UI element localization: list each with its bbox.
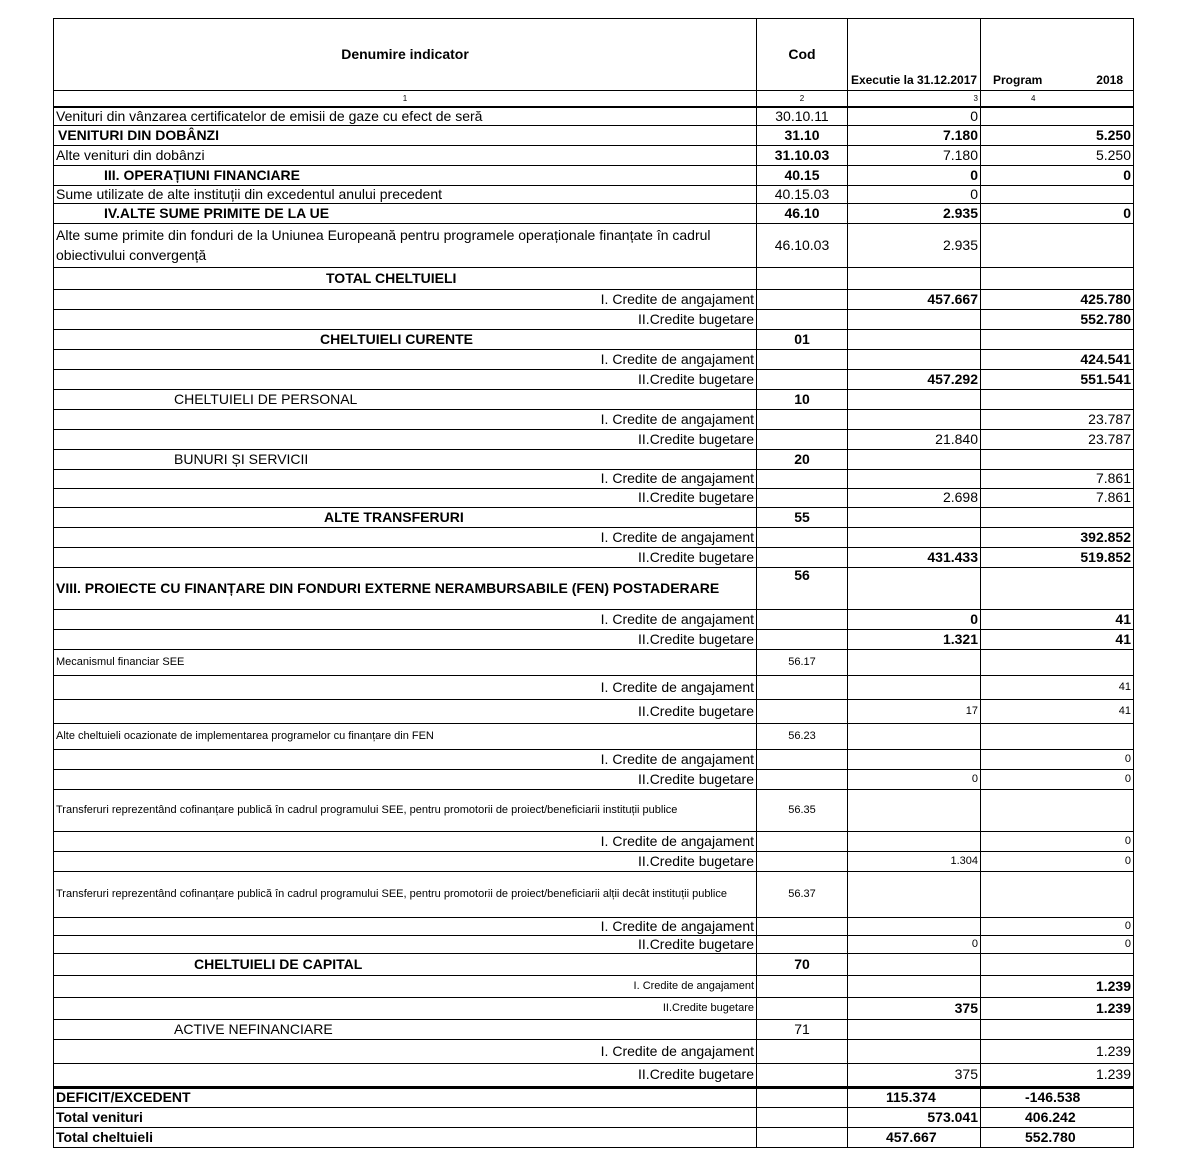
header-executie: Executie la 31.12.2017 [848, 19, 981, 91]
executie-cell [848, 409, 981, 429]
executie-cell: 2.698 [848, 488, 981, 507]
program-cell: 0 [981, 749, 1134, 769]
cod-cell [757, 749, 848, 769]
table-row [54, 429, 1134, 449]
indicator-cell: II.Credite bugetare [54, 429, 757, 449]
indicator-cell: Mecanismul financiar SEE [54, 649, 757, 675]
cod-cell [757, 309, 848, 329]
executie-cell [848, 723, 981, 749]
indicator-cell: I. Credite de angajament [54, 675, 757, 699]
executie-cell: 0 [848, 609, 981, 629]
table-row [54, 1087, 1134, 1107]
table-row [54, 997, 1134, 1019]
indicator-cell: TOTAL CHELTUIELI [54, 267, 757, 289]
header-indicator: Denumire indicator [54, 19, 757, 91]
cod-cell [757, 769, 848, 789]
table-row [54, 389, 1134, 409]
program-cell: 41 [981, 629, 1134, 649]
budget-table [53, 18, 1134, 1148]
executie-cell: 457.292 [848, 369, 981, 389]
program-cell: 551.541 [981, 369, 1134, 389]
executie-cell: 7.180 [848, 125, 981, 145]
table-row [54, 449, 1134, 469]
cod-cell [757, 547, 848, 567]
cod-cell [757, 997, 848, 1019]
table-row [54, 145, 1134, 165]
indicator-cell: IV.ALTE SUME PRIMITE DE LA UE [54, 203, 757, 223]
table-row [54, 769, 1134, 789]
table-row [54, 953, 1134, 975]
table-row [54, 369, 1134, 389]
table-row [54, 165, 1134, 185]
cod-cell: 70 [757, 953, 848, 975]
cod-cell [757, 469, 848, 488]
executie-cell: 0 [848, 935, 981, 953]
table-row [54, 1127, 1134, 1147]
indicator-cell: Alte sume primite din fonduri de la Uniunea Europeană pentru programele operaționale finanțate în cadrul obiectivului convergență [54, 223, 757, 267]
executie-cell [848, 789, 981, 831]
table-row [54, 871, 1134, 917]
table-row [54, 675, 1134, 699]
cod-cell: 40.15.03 [757, 185, 848, 203]
program-cell: 1.239 [981, 1039, 1134, 1063]
indicator-cell: Alte cheltuieli ocazionate de implementarea programelor cu finanțare din FEN [54, 723, 757, 749]
table-row [54, 1063, 1134, 1087]
executie-cell [848, 975, 981, 997]
indicator-cell: Alte venituri din dobânzi [54, 145, 757, 165]
program-cell [981, 223, 1134, 267]
program-cell: -146.538 [981, 1087, 1134, 1107]
program-cell: 5.250 [981, 125, 1134, 145]
cod-cell [757, 1063, 848, 1087]
executie-cell: 375 [848, 997, 981, 1019]
program-cell [981, 185, 1134, 203]
cod-cell [757, 488, 848, 507]
cod-cell: 40.15 [757, 165, 848, 185]
executie-cell [848, 507, 981, 527]
program-cell: 0 [981, 769, 1134, 789]
cod-cell [757, 629, 848, 649]
indicator-cell: I. Credite de angajament [54, 749, 757, 769]
indicator-cell: CHELTUIELI CURENTE [54, 329, 757, 349]
program-cell: 41 [981, 675, 1134, 699]
program-cell: 552.780 [981, 309, 1134, 329]
cod-cell: 56 [757, 567, 848, 609]
table-row [54, 107, 1134, 125]
indicator-cell: II.Credite bugetare [54, 1063, 757, 1087]
indicator-cell: Transferuri reprezentând cofinanțare publică în cadrul programului SEE, pentru promotorii de proiect/beneficiarii alții decât instituții publice [54, 871, 757, 917]
table-row [54, 723, 1134, 749]
executie-cell [848, 329, 981, 349]
executie-cell: 1.304 [848, 851, 981, 871]
indicator-cell: I. Credite de angajament [54, 289, 757, 309]
table-row [54, 267, 1134, 289]
table-row [54, 609, 1134, 629]
table-row [54, 488, 1134, 507]
table-row [54, 649, 1134, 675]
executie-cell: 573.041 [848, 1107, 981, 1127]
cod-cell [757, 409, 848, 429]
executie-cell [848, 309, 981, 329]
program-cell: 392.852 [981, 527, 1134, 547]
executie-cell [848, 1039, 981, 1063]
indicator-cell: II.Credite bugetare [54, 997, 757, 1019]
cod-cell [757, 527, 848, 547]
table-row [54, 469, 1134, 488]
table-row [54, 1019, 1134, 1039]
table-row [54, 309, 1134, 329]
program-cell: 0 [981, 831, 1134, 851]
indicator-cell: BUNURI ȘI SERVICII [54, 449, 757, 469]
table-row [54, 935, 1134, 953]
executie-cell [848, 871, 981, 917]
indicator-cell: II.Credite bugetare [54, 369, 757, 389]
program-cell [981, 389, 1134, 409]
program-cell [981, 723, 1134, 749]
header-program [981, 19, 1134, 91]
program-cell: 0 [981, 935, 1134, 953]
program-cell [981, 267, 1134, 289]
column-number-row [54, 91, 1134, 108]
program-cell: 1.239 [981, 975, 1134, 997]
cod-cell: 56.35 [757, 789, 848, 831]
cod-cell [757, 917, 848, 935]
executie-cell: 2.935 [848, 223, 981, 267]
indicator-cell: II.Credite bugetare [54, 851, 757, 871]
executie-cell [848, 649, 981, 675]
table-row [54, 527, 1134, 547]
indicator-cell: II.Credite bugetare [54, 488, 757, 507]
indicator-cell: VENITURI DIN DOBÂNZI [54, 125, 757, 145]
indicator-cell: I. Credite de angajament [54, 609, 757, 629]
executie-cell: 1.321 [848, 629, 981, 649]
indicator-cell: II.Credite bugetare [54, 935, 757, 953]
cod-cell: 30.10.11 [757, 107, 848, 125]
program-cell: 41 [981, 609, 1134, 629]
program-cell: 23.787 [981, 429, 1134, 449]
program-cell: 1.239 [981, 997, 1134, 1019]
indicator-cell: I. Credite de angajament [54, 409, 757, 429]
indicator-cell: I. Credite de angajament [54, 1039, 757, 1063]
cod-cell [757, 699, 848, 723]
header-cod: Cod [757, 19, 848, 91]
program-cell [981, 953, 1134, 975]
executie-cell [848, 675, 981, 699]
program-cell: 406.242 [981, 1107, 1134, 1127]
indicator-cell: DEFICIT/EXCEDENT [54, 1087, 757, 1107]
executie-cell: 0 [848, 165, 981, 185]
indicator-cell: I. Credite de angajament [54, 975, 757, 997]
indicator-cell: II.Credite bugetare [54, 769, 757, 789]
program-cell [981, 449, 1134, 469]
program-cell: 7.861 [981, 488, 1134, 507]
header-row [54, 19, 1134, 91]
cod-cell: 31.10.03 [757, 145, 848, 165]
indicator-cell: VIII. PROIECTE CU FINANȚARE DIN FONDURI EXTERNE NERAMBURSABILE (FEN) POSTADERARE [54, 567, 757, 609]
program-cell [981, 107, 1134, 125]
table-row [54, 699, 1134, 723]
executie-cell [848, 389, 981, 409]
table-row [54, 789, 1134, 831]
table-row [54, 629, 1134, 649]
indicator-cell: III. OPERAȚIUNI FINANCIARE [54, 165, 757, 185]
cod-cell [757, 935, 848, 953]
cod-cell: 71 [757, 1019, 848, 1039]
indicator-cell: I. Credite de angajament [54, 917, 757, 935]
program-cell: 41 [981, 699, 1134, 723]
table-row [54, 749, 1134, 769]
cod-cell: 01 [757, 329, 848, 349]
executie-cell: 7.180 [848, 145, 981, 165]
column-number-1: 1 [54, 91, 757, 108]
header-program-year: 2018 [1096, 73, 1123, 87]
executie-cell [848, 749, 981, 769]
table-row [54, 507, 1134, 527]
cod-cell: 56.17 [757, 649, 848, 675]
indicator-cell: I. Credite de angajament [54, 349, 757, 369]
table-row [54, 409, 1134, 429]
indicator-cell: Total cheltuieli [54, 1127, 757, 1147]
indicator-cell: Total venituri [54, 1107, 757, 1127]
cod-cell: 55 [757, 507, 848, 527]
cod-cell [757, 1039, 848, 1063]
column-number-3: 3 [848, 91, 981, 108]
program-cell: 0 [981, 203, 1134, 223]
executie-cell [848, 449, 981, 469]
program-cell [981, 507, 1134, 527]
cod-cell [757, 1087, 848, 1107]
table-row [54, 975, 1134, 997]
executie-cell: 375 [848, 1063, 981, 1087]
indicator-cell: II.Credite bugetare [54, 547, 757, 567]
table-row [54, 125, 1134, 145]
cod-cell: 46.10 [757, 203, 848, 223]
cod-cell [757, 1127, 848, 1147]
indicator-cell: Sume utilizate de alte instituții din excedentul anului precedent [54, 185, 757, 203]
program-cell: 7.861 [981, 469, 1134, 488]
program-cell [981, 649, 1134, 675]
program-cell: 0 [981, 165, 1134, 185]
cod-cell [757, 289, 848, 309]
executie-cell [848, 1019, 981, 1039]
cod-cell [757, 349, 848, 369]
cod-cell: 10 [757, 389, 848, 409]
program-cell [981, 329, 1134, 349]
executie-cell [848, 469, 981, 488]
indicator-cell: II.Credite bugetare [54, 309, 757, 329]
program-cell: 0 [981, 851, 1134, 871]
table-row [54, 289, 1134, 309]
executie-cell: 17 [848, 699, 981, 723]
table-row [54, 223, 1134, 267]
cod-cell [757, 429, 848, 449]
cod-cell [757, 1107, 848, 1127]
indicator-cell: I. Credite de angajament [54, 527, 757, 547]
table-row [54, 329, 1134, 349]
table-row [54, 831, 1134, 851]
indicator-cell: II.Credite bugetare [54, 629, 757, 649]
table-row [54, 851, 1134, 871]
table-row [54, 185, 1134, 203]
indicator-cell: ALTE TRANSFERURI [54, 507, 757, 527]
executie-cell [848, 267, 981, 289]
executie-cell [848, 831, 981, 851]
table-row [54, 917, 1134, 935]
executie-cell [848, 953, 981, 975]
indicator-cell: I. Credite de angajament [54, 831, 757, 851]
cod-cell [757, 851, 848, 871]
program-cell: 23.787 [981, 409, 1134, 429]
table-row [54, 1107, 1134, 1127]
cod-cell: 56.37 [757, 871, 848, 917]
executie-cell: 457.667 [848, 1127, 981, 1147]
table-row [54, 547, 1134, 567]
program-cell: 1.239 [981, 1063, 1134, 1087]
executie-cell: 431.433 [848, 547, 981, 567]
indicator-cell: I. Credite de angajament [54, 469, 757, 488]
table-row [54, 1039, 1134, 1063]
executie-cell [848, 567, 981, 609]
cod-cell [757, 267, 848, 289]
program-cell: 519.852 [981, 547, 1134, 567]
program-cell: 425.780 [981, 289, 1134, 309]
program-cell [981, 567, 1134, 609]
executie-cell: 0 [848, 107, 981, 125]
indicator-cell: Transferuri reprezentând cofinanțare publică în cadrul programului SEE, pentru promotorii de proiect/beneficiarii instituții publice [54, 789, 757, 831]
executie-cell: 457.667 [848, 289, 981, 309]
executie-cell: 0 [848, 769, 981, 789]
indicator-cell: CHELTUIELI DE PERSONAL [54, 389, 757, 409]
column-number-2: 2 [757, 91, 848, 108]
cod-cell: 46.10.03 [757, 223, 848, 267]
executie-cell [848, 527, 981, 547]
executie-cell [848, 349, 981, 369]
program-cell [981, 871, 1134, 917]
program-cell: 5.250 [981, 145, 1134, 165]
program-cell: 552.780 [981, 1127, 1134, 1147]
table-row [54, 203, 1134, 223]
executie-cell: 0 [848, 185, 981, 203]
table-row [54, 567, 1134, 609]
cod-cell [757, 609, 848, 629]
cod-cell: 31.10 [757, 125, 848, 145]
executie-cell [848, 917, 981, 935]
cod-cell [757, 675, 848, 699]
cod-cell [757, 831, 848, 851]
cod-cell: 56.23 [757, 723, 848, 749]
indicator-cell: CHELTUIELI DE CAPITAL [54, 953, 757, 975]
program-cell: 0 [981, 917, 1134, 935]
column-number-4: 4 [981, 91, 1134, 108]
table-row [54, 349, 1134, 369]
program-cell [981, 789, 1134, 831]
program-cell [981, 1019, 1134, 1039]
indicator-cell: Venituri din vânzarea certificatelor de emisii de gaze cu efect de seră [54, 107, 757, 125]
executie-cell: 115.374 [848, 1087, 981, 1107]
indicator-cell: ACTIVE NEFINANCIARE [54, 1019, 757, 1039]
cod-cell [757, 975, 848, 997]
indicator-cell: II.Credite bugetare [54, 699, 757, 723]
executie-cell: 2.935 [848, 203, 981, 223]
cod-cell: 20 [757, 449, 848, 469]
header-program-label: Program [993, 73, 1043, 87]
executie-cell: 21.840 [848, 429, 981, 449]
program-cell: 424.541 [981, 349, 1134, 369]
cod-cell [757, 369, 848, 389]
